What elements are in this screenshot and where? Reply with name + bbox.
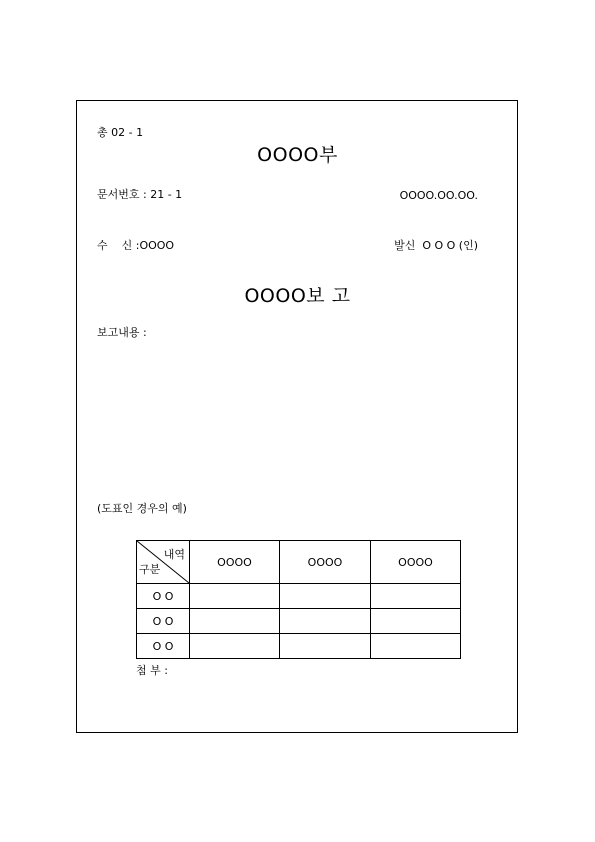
- corner-bottom-label: 구분: [139, 563, 161, 576]
- table-row: [137, 584, 461, 609]
- document-date: OOOO.OO.OO.: [399, 189, 478, 202]
- attachment-label: 첨 부 :: [136, 664, 168, 677]
- table-cell: [280, 584, 371, 609]
- table-cell: [371, 634, 461, 659]
- column-header: OOOO: [371, 541, 461, 584]
- report-title: OOOO보 고: [244, 285, 351, 307]
- table-cell: [190, 634, 280, 659]
- corner-top-label: 내역: [163, 548, 185, 561]
- table-example-label: (도표인 경우의 예): [97, 502, 187, 515]
- table-cell: [280, 609, 371, 634]
- row-label: O O: [137, 584, 190, 609]
- table-cell: [280, 634, 371, 659]
- report-content-label: 보고내용 :: [97, 326, 147, 339]
- document-number: 문서번호 : 21 - 1: [97, 188, 183, 201]
- table-row: [137, 634, 461, 659]
- column-header: OOOO: [280, 541, 371, 584]
- recipient: 수 신 :OOOO: [97, 239, 175, 252]
- row-label: O O: [137, 634, 190, 659]
- table-cell: [371, 609, 461, 634]
- table-corner-cell: [137, 541, 190, 584]
- row-label: O O: [137, 609, 190, 634]
- column-header: OOOO: [190, 541, 280, 584]
- table-cell: [190, 609, 280, 634]
- table-cell: [190, 584, 280, 609]
- table-cell: [371, 584, 461, 609]
- form-code: 총 02 - 1: [97, 126, 144, 139]
- ministry-title: OOOO부: [257, 144, 338, 166]
- table-row: [137, 609, 461, 634]
- table-header-row: [137, 541, 461, 584]
- report-table: [136, 540, 461, 659]
- sender: 발신 O O O (인): [394, 239, 478, 252]
